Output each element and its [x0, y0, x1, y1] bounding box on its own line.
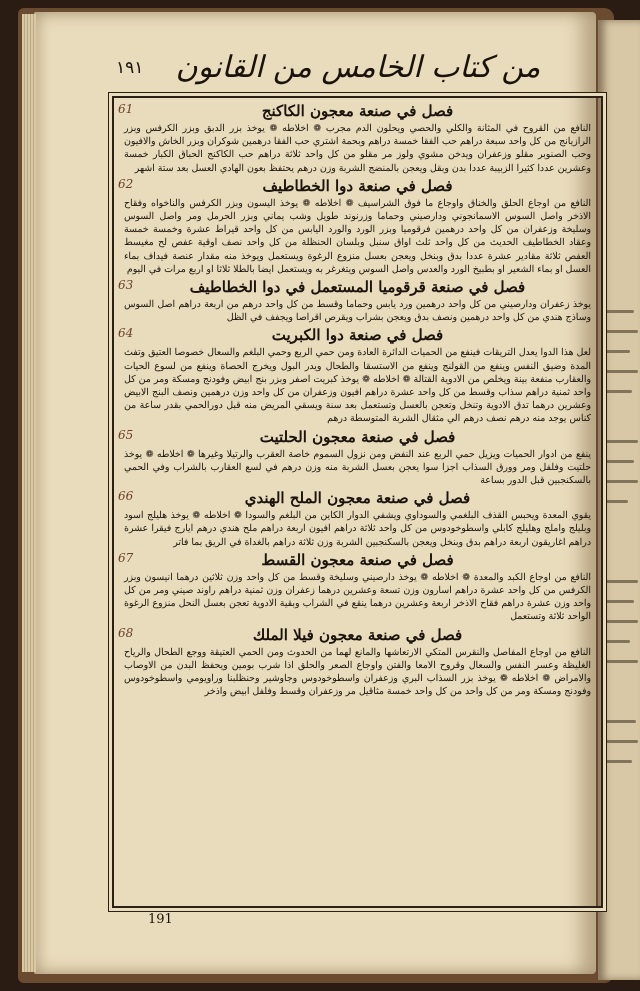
section-body: النافع من اوجاع الحلق والخناق واوجاع ما فوق الشراسيف ❁ اخلاطه ❁ يوخذ اليسون وبزر الكرفس والناخواه وفقاح الاذخر واصل السوس الاسمانجوني ودارصيني وحماما وزرنوند طويل وشب يماني وبزر الحرمل ومر واصل السوس وسليخة وزعفران من كل واحد درهمين فرقوميا وبزر الورد والورد اليابس من كل واحد قيراط عشرة وخمسة خمسة وعقاد الخطاطيف الحديث من كل واحد ثلث اواق سنبل وبلسان الحنظلة من كل واحد نصف اوقية عفص لح مغيسط العفص ثلاثة مقادير عشرة عددا بدق وبنخل ويعجن بعسل منزوع الرغوة ويستعمل ويوخذ منه مقدار عنصة فيداف بماء العسل او بماء الشعير او بطبيخ الورد والعدس واصل السوس ويتغرغر به ويستعمل ايضا بالطلا ثلاثا او اربع مرات في اليوم — [124, 197, 591, 275]
running-title: من كتاب الخامس من القانون — [175, 50, 541, 85]
section-number: 67 — [118, 550, 134, 565]
chapter-section — [120, 626, 595, 699]
section-number: 66 — [118, 489, 134, 504]
chapter-section — [120, 489, 595, 549]
section-body: لعل هذا الدوا يعدل التريقات فينفع من الحميات الدائرة العادة ومن حمي الربع وحمي البلغم والسعال خصوصا العتيق وتفث المدة وضيق النفس وينفع من القولنج وينفع من الاستسقا والطحال ويدر البول ويخرج الحصاة وينفع من لسوع الحيات والعقارب منفعة بينة ويخلص من الادوية القتالة ❁ اخلاطه ❁ يوخذ كبريت اصفر وبزر بنج ابيض وفودنج ومسكة ومر من كل واحد ثمنية دراهم سذاب وقسط من كل واحد عشرة دراهم افيون وزعفران من كل واحد وزن درهمين ونصف البنج الابيض وعشرين درهما تدق الادوية وتنخل وتعجن بالعسل وتستعمل بعد سنة ويسقي المريض منه قبل دورالحمي بقدر ساعة من كناس يوجد منه درهم نصف درهم الي مثقال الشربة المتوسطة درهم — [124, 347, 591, 425]
section-body: النافع من القروح في المثانة والكلي والحصي ويحلون الدم مجرب ❁ اخلاطه ❁ يوخذ بزر الدبق وبزر الكرفس وبزر الرازيانج من كل واحد سبعة دراهم حب الفقا خمسة دراهم وبحمة اشتري حب الفقا درهمين شوكران وبزر الخاش والافيون وحب الصنوبر مقلو وزعفران ويدخن مشوي ولوز مر مقلو من كل واحد ثلاثة دراهم حب الكاكنج الحباق الكبار خمسة وعشرين عددا كثيرا الزبيبة عددا بدن وبقل ويعجن بالمنضج الشربة وزن درهم يحتفظ بعون الهادي العسل بعد ستة اشهر — [124, 123, 591, 174]
section-title: فصل في صنعة معجون القسط — [261, 550, 454, 569]
section-body: يوخذ زعفران ودارصيني من كل واحد درهمين ورد يابس وحماما وقسط من كل واحد درهم من اربعة دراهم اصل السوس وساذج هندي من كل واحد درهمين ونصف بدق ويعجن بشراب ويقرص اقراصا ويجفف في الظل — [124, 299, 591, 324]
chapter-section — [120, 326, 595, 425]
section-number: 68 — [118, 625, 134, 640]
section-body: يقوي المعدة ويحبس القذف البلغمي والسوداوي ويشفي الدوار الكاين من البلغم والسودا ❁ اخلاطه ❁ يوخذ هليلج اسود وبليلج واملج وهليلج كابلي واسطوخودوس من كل واحد ثلاثة دراهم افيون اربعة دراهم ملح هندي درهم ايارج فيقرا عشرة دراهم اغاريقون اربعة دراهم بدق وبنخل ويعجن بالسكنجبين الشربة وزن ثلاثة دراهم بالغداة في الريق بما فاتر — [124, 510, 591, 548]
page-number-top: ١٩١ — [116, 58, 144, 78]
page-stack-edge — [22, 14, 36, 972]
section-title: فصل في صنعة معجون الملح الهندي — [244, 489, 471, 508]
section-title: فصل في صنعة دوا الكبريت — [271, 326, 444, 345]
section-number: 64 — [118, 326, 134, 341]
chapter-section — [120, 177, 595, 276]
section-number: 65 — [118, 427, 134, 442]
text-block — [120, 100, 595, 900]
chapter-section — [120, 428, 595, 488]
adjacent-page — [598, 20, 640, 980]
section-title: فصل في صنعة معجون الحلتيت — [259, 427, 456, 446]
chapter-section — [120, 551, 595, 624]
section-title: فصل في صنعة معجون فيلا الملك — [252, 625, 463, 644]
section-number: 63 — [118, 278, 134, 293]
section-title: فصل في صنعة معجون الكاكنج — [261, 102, 454, 120]
section-body: النافع من اوجاع الكبد والمعدة ❁ اخلاطه ❁ يوخذ دارصيني وسليخة وقسط من كل واحد وزن ثلاثين درهما انيسون وبزر الكرفس من كل واحد عشرة دراهم اسارون وزن تسعة وعشرين درهما زعفران وزن ثمنية دراهم راوند صيني ومر من كل واحد وزن عشرة دراهم فقاح الاذخر اربعة وعشرين درهما ينقع في الشراب وبقية الادوية تعجن بعسل النحل منزوع الرغوة الواحد ثلاثة وتستعمل — [124, 571, 591, 623]
section-body: ينفع من ادوار الحميات ويزيل حمي الربع عند النفض ومن نزول السموم خاصة العقرب والرتيلا وغيرها ❁ اخلاطه ❁ يوخذ حلتيت وفلفل ومر وورق السذاب اجزا سوا يعجن بعسل الشربة منه وزن درهم في لسع العقارب بالشراب وفي الحمي بالسكنجبين قبل الدور بساعة — [124, 448, 591, 487]
section-number: 61 — [118, 102, 134, 116]
page-number-bottom: 191 — [148, 912, 173, 927]
section-title: فصل في صنعة دوا الخطاطيف — [262, 176, 453, 195]
section-title: فصل في صنعة قرقوميا المستعمل في دوا الخطاطيف — [189, 278, 526, 297]
chapter-section — [120, 102, 595, 175]
section-number: 62 — [118, 176, 134, 191]
section-body: النافع من اوجاع المفاصل والنقرس المتكي الارتعاشها والمانع لهما من الحدوث ومن الحمي العتيقة ووجع الطحال والرياح الغليظة وعسر النفس والسعال وقروح الامعا والفتن واوجاع الصعر والحلق اذا شرب بومين ويحفظ البدن من الاوصاب والامراض ❁ اخلاطه ❁ يوخذ بزر السذاب البري وزعفران واسطوخودوس وجاوشير وحنظلبنا وراويومي واسطوخودوس وفودنج ومسكة ومر من كل واحد من كل واحد خمسة مثاقيل مر وزعفران وقسط وفلفل ابيض واذخر — [124, 646, 591, 698]
chapter-section — [120, 278, 595, 324]
page-header — [108, 40, 608, 100]
